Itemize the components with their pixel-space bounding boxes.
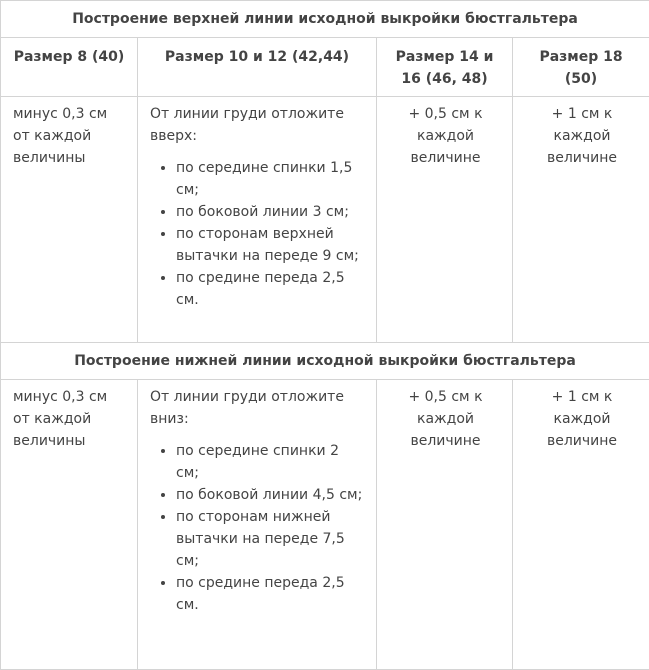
top-size-14-16-value: + 0,5 см к каждой величине: [377, 97, 513, 343]
list-item: • по боковой линии 3 см;: [176, 201, 366, 223]
list-item: • по сторонам верхней вытачки на переде 9 см;: [176, 223, 366, 267]
bottom-size-18-value: + 1 см к каждой величине: [513, 380, 649, 670]
bottom-size-14-16-value: + 0,5 см к каждой величине: [377, 380, 513, 670]
header-size-14-16: Размер 14 и 16 (46, 48): [377, 38, 513, 97]
top-size-10-12-value: [138, 97, 377, 343]
body-row-bottom: [1, 380, 649, 670]
header-size-18: Размер 18 (50): [513, 38, 649, 97]
bottom-instructions-intro: От линии груди отложите вниз:: [150, 386, 366, 430]
list-item: • по середине спинки 1,5 см;: [176, 157, 366, 201]
section-title-row-bottom: [1, 343, 649, 380]
top-size-8-value: минус 0,3 см от каждой величины: [1, 97, 138, 343]
section-title-bottom: Построение нижней линии исходной выкройки бюстгальтера: [1, 343, 649, 380]
list-item: • по средине переда 2,5 см.: [176, 267, 366, 311]
header-row: [1, 38, 649, 97]
header-size-8: Размер 8 (40): [1, 38, 138, 97]
body-row-top: [1, 97, 649, 343]
bottom-size-10-12-value: [138, 380, 377, 670]
bottom-instructions-list: [150, 440, 366, 616]
list-item: • по боковой линии 4,5 см;: [176, 484, 366, 506]
section-title-row-top: [1, 1, 649, 38]
top-size-18-value: + 1 см к каждой величине: [513, 97, 649, 343]
bottom-size-8-value: минус 0,3 см от каждой величины: [1, 380, 138, 670]
top-instructions-intro: От линии груди отложите вверх:: [150, 103, 366, 147]
list-item: • по середине спинки 2 см;: [176, 440, 366, 484]
list-item: • по сторонам нижней вытачки на переде 7,5 см;: [176, 506, 366, 572]
header-size-10-12: Размер 10 и 12 (42,44): [138, 38, 377, 97]
list-item: • по средине переда 2,5 см.: [176, 572, 366, 616]
top-instructions-list: [150, 157, 366, 311]
section-title-top: Построение верхней линии исходной выкройки бюстгальтера: [1, 1, 649, 38]
